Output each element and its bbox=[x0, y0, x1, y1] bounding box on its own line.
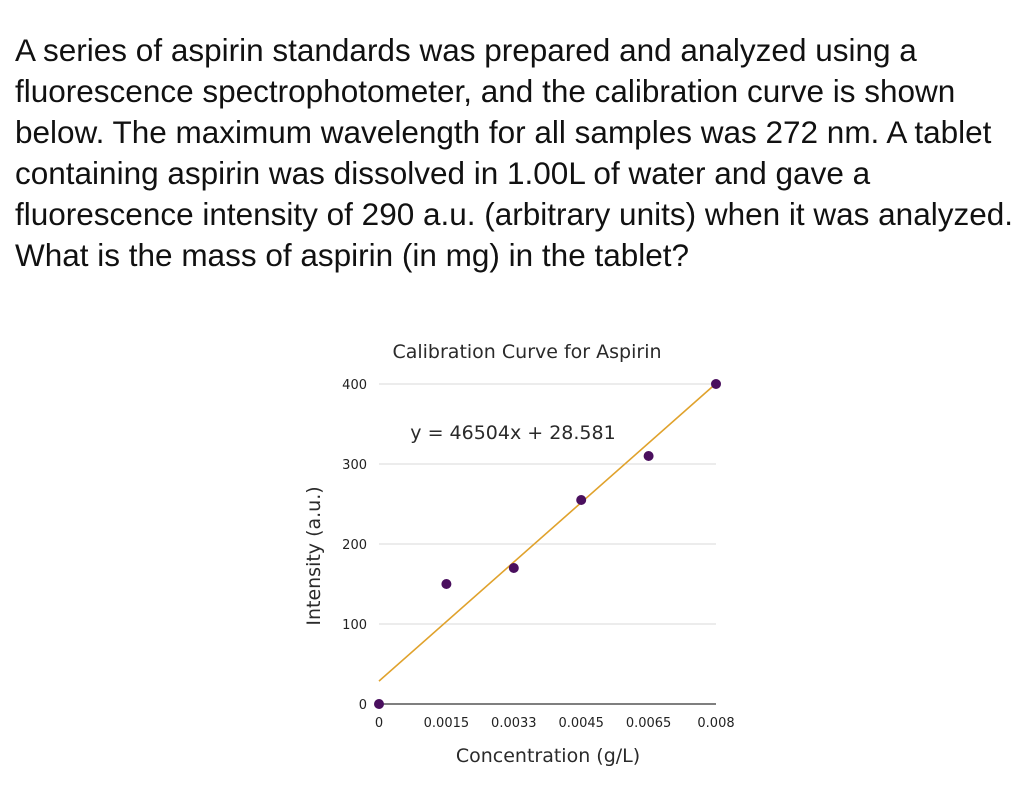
x-tick-label-5: 0.008 bbox=[697, 716, 735, 731]
x-axis-title: Concentration (g/L) bbox=[455, 745, 641, 767]
y-tick-label-300: 300 bbox=[342, 458, 367, 473]
data-point-2 bbox=[509, 563, 519, 573]
data-point-0 bbox=[374, 699, 384, 709]
x-tick-label-2: 0.0033 bbox=[491, 716, 537, 731]
x-tick-label-4: 0.0065 bbox=[625, 716, 672, 731]
data-point-4 bbox=[644, 451, 654, 461]
x-tick-label-3: 0.0045 bbox=[558, 716, 604, 731]
y-tick-label-100: 100 bbox=[342, 618, 367, 633]
x-tick-label-1: 0.0015 bbox=[423, 716, 470, 731]
data-point-3 bbox=[576, 495, 586, 505]
data-point-1 bbox=[441, 579, 451, 589]
y-tick-labels bbox=[342, 378, 367, 713]
trendline-equation: y = 46504x + 28.581 bbox=[410, 422, 616, 444]
y-tick-label-400: 400 bbox=[342, 378, 367, 393]
y-tick-label-0: 0 bbox=[358, 698, 367, 713]
data-point-5 bbox=[711, 379, 721, 389]
chart-title: Calibration Curve for Aspirin bbox=[392, 341, 662, 363]
x-tick-label-0: 0 bbox=[374, 716, 384, 731]
x-tick-labels bbox=[375, 716, 735, 731]
y-tick-label-200: 200 bbox=[342, 538, 367, 553]
question-text: A series of aspirin standards was prepared and analyzed using a fluorescence spectrophotometer, and the calibration curve is shown below. The maximum wavelength for all samples was 272 nm. A tablet containing aspirin was dissolved in 1.00L of water and gave a fluorescence intensity of 290 a.u. (arbitrary units) when it was analyzed. What is the mass of aspirin (in mg) in the tablet? bbox=[15, 32, 1014, 273]
y-axis-title: Intensity (a.u.) bbox=[303, 486, 325, 626]
